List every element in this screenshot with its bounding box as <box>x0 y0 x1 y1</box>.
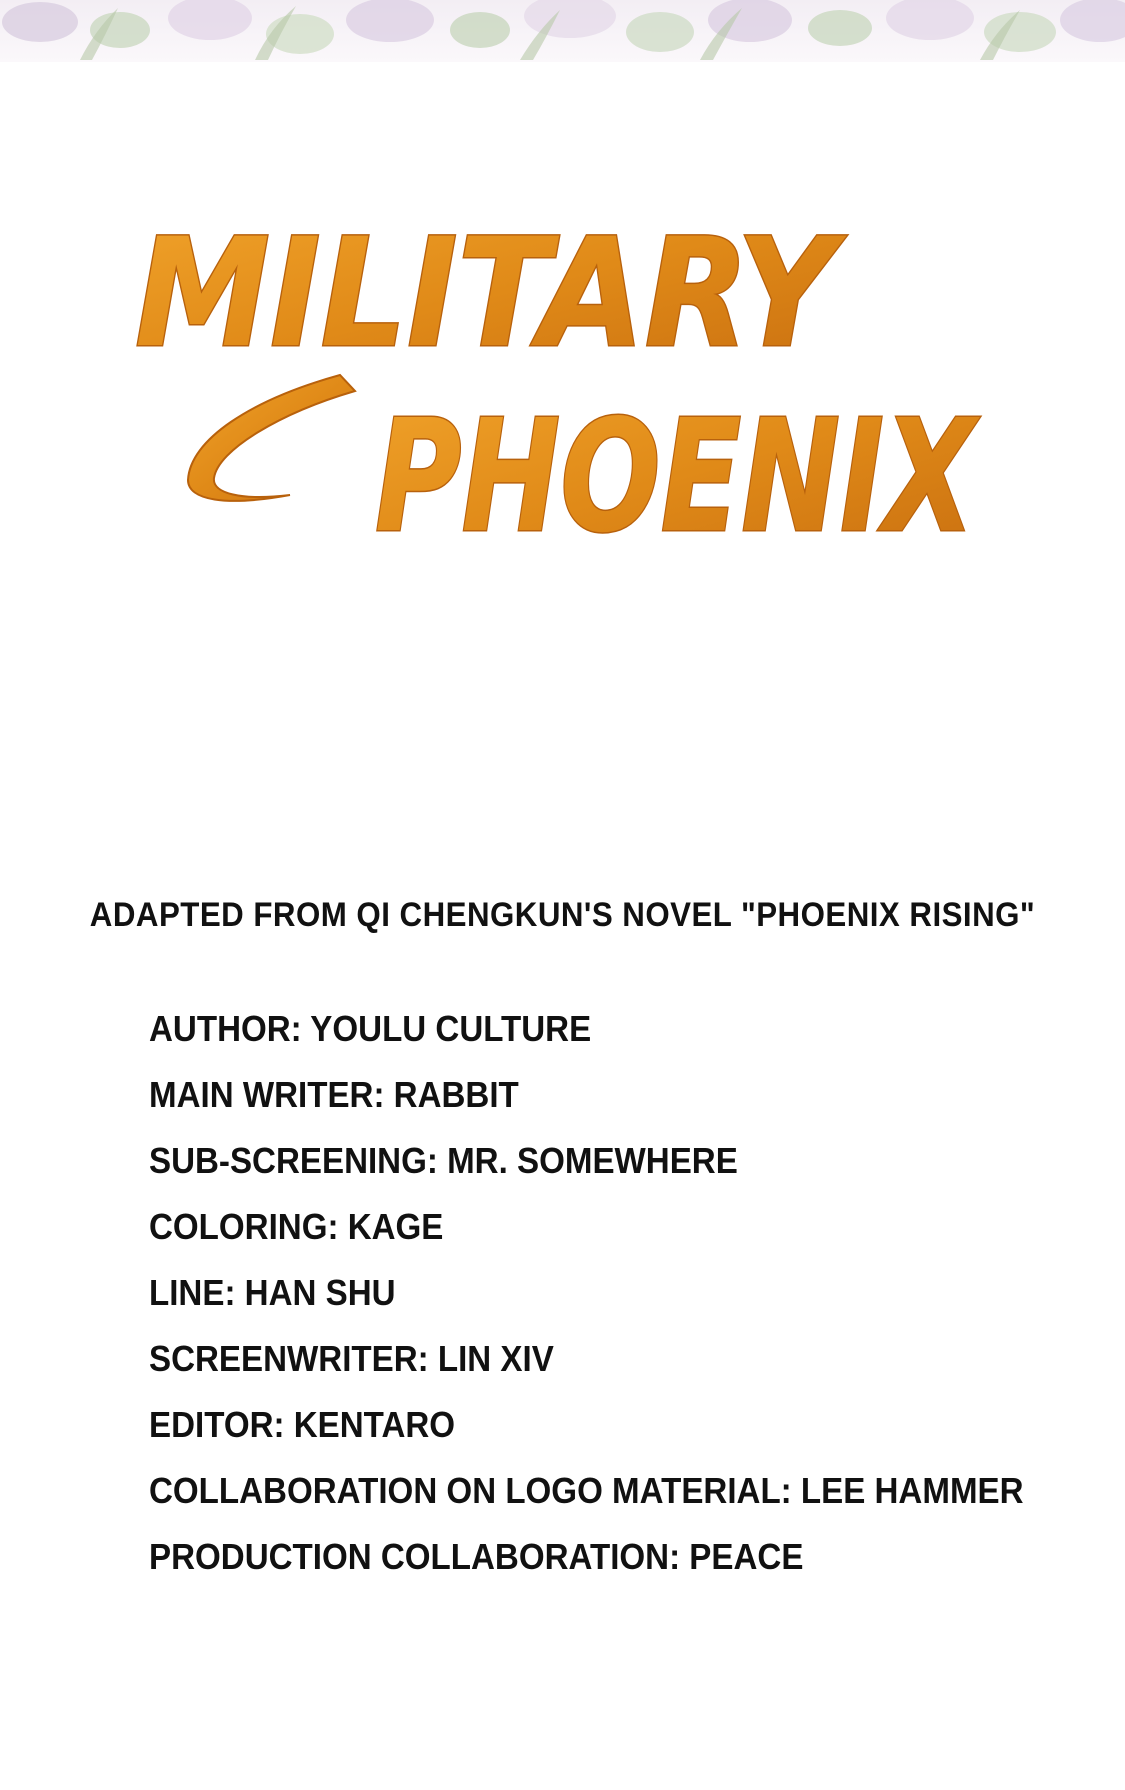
logo-artwork <box>130 195 990 565</box>
adaptation-credit: ADAPTED FROM QI CHENGKUN'S NOVEL "PHOENIX RISING" <box>89 896 1036 934</box>
credit-main-writer: MAIN WRITER: RABBIT <box>149 1074 519 1115</box>
credit-logo-material: COLLABORATION ON LOGO MATERIAL: LEE HAMMER <box>149 1470 1024 1511</box>
credit-screenwriter: SCREENWRITER: LIN XIV <box>149 1338 554 1379</box>
logo-line-phoenix: PHOENIX <box>375 386 980 567</box>
credit-editor: EDITOR: KENTARO <box>149 1404 456 1445</box>
logo-line-military: MILITARY <box>135 207 848 381</box>
credits-list <box>149 996 1100 1590</box>
credit-sub-screening: SUB-SCREENING: MR. SOMEWHERE <box>149 1140 738 1181</box>
credit-coloring: COLORING: KAGE <box>149 1206 444 1247</box>
floral-banner <box>0 0 1125 62</box>
logo-swoosh-mark <box>188 375 355 501</box>
credit-line: LINE: HAN SHU <box>149 1272 396 1313</box>
floral-illustration <box>0 0 1125 62</box>
series-logo <box>130 195 990 565</box>
credit-production: PRODUCTION COLLABORATION: PEACE <box>149 1536 804 1577</box>
credit-author: AUTHOR: YOULU CULTURE <box>149 1008 592 1049</box>
